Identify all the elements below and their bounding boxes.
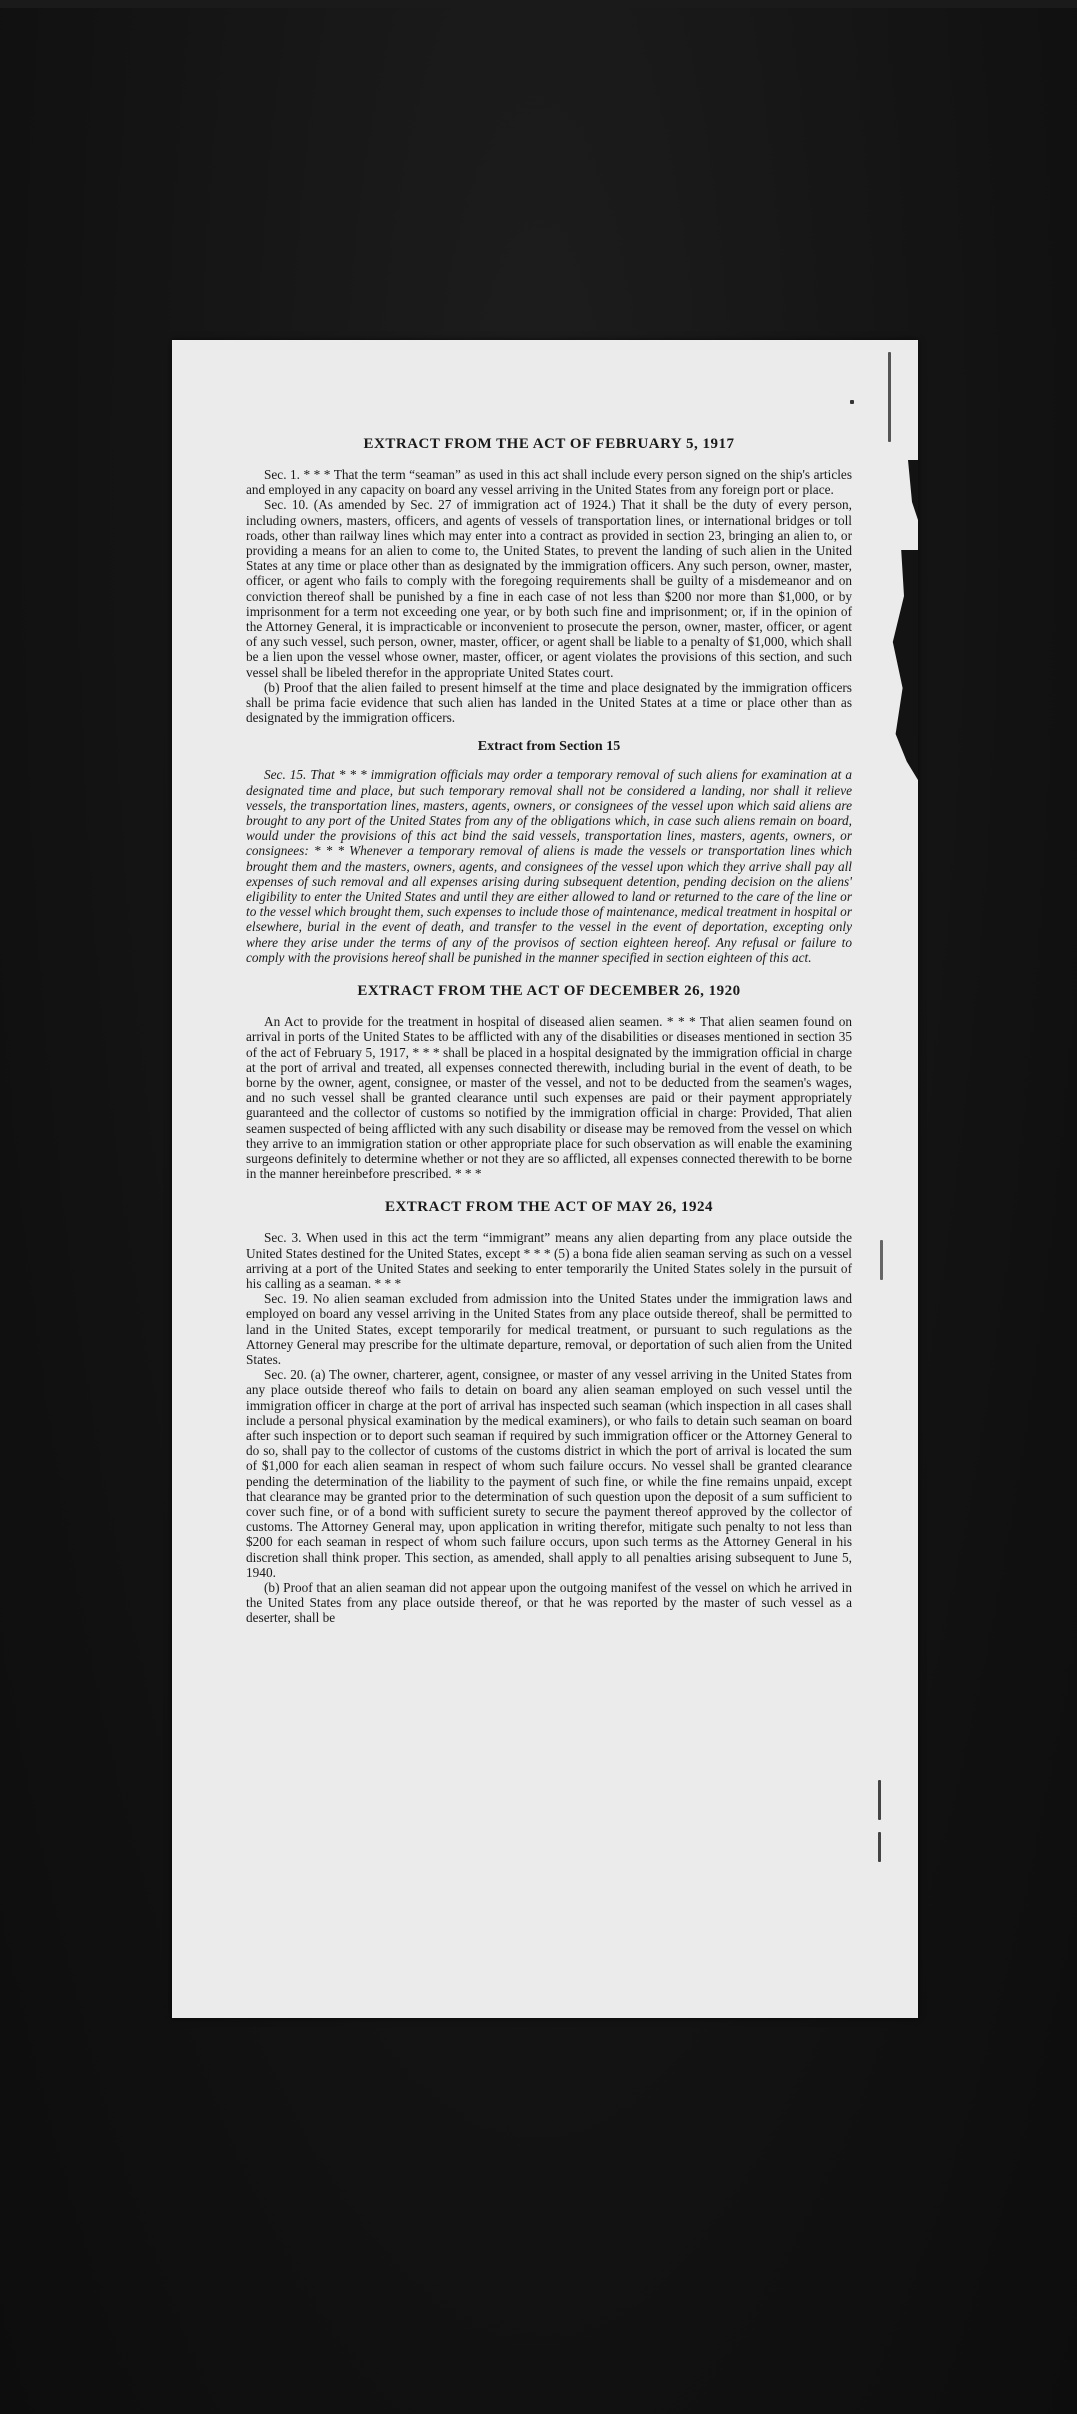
- scan-mark: [880, 1240, 883, 1280]
- scan-mark: [888, 352, 891, 442]
- paragraph-sec-10: Sec. 10. (As amended by Sec. 27 of immigration act of 1924.) That it shall be the duty of every person, including owners, masters, officers, and agents of vessels of transportation lines, or international bridges or toll roads, other than railway lines which may enter into a contract as provided in section 23, bringing an alien to, or providing a means for an alien to come to, the United States, to prevent the landing of such alien in the United States at any time or place other than as designated by the immigration officers. Any such person, owner, master, officer, or agent who fails to comply with the foregoing requirements shall be guilty of a misdemeanor and on conviction thereof shall be punished by a fine in each case of not less than $200 nor more than $1,000, or by imprisonment for a term not exceeding one year, or by both such fine and imprisonment; or, if in the opinion of the Attorney General, it is impracticable or inconvenient to prosecute the person, owner, master, officer, or agent of any such vessel, such person, owner, master, officer, or agent shall be liable to a penalty of $1,000, which shall be a lien upon the vessel whose owner, master, officer, or agent violates the provisions of this section, and such vessel shall be libeled therefor in the appropriate United States court.: [246, 497, 852, 680]
- scan-mark: [850, 400, 854, 404]
- heading-section-15: Extract from Section 15: [477, 739, 621, 755]
- document-body: [246, 436, 852, 1626]
- torn-edge-notch: [908, 460, 918, 520]
- heading-act-1917: EXTRACT FROM THE ACT OF FEBRUARY 5, 1917: [363, 436, 735, 452]
- paragraph-sec-1: Sec. 1. * * * That the term “seaman” as used in this act shall include every person signed on the ship's articles and employed in any capacity on board any vessel arriving in the United States from any foreign port or place.: [246, 467, 852, 498]
- paragraph-sec-15: Sec. 15. That * * * immigration officials may order a temporary removal of such aliens for examination at a designated time and place, but such temporary removal shall not be considered a landing, nor shall it relieve vessels, the transportation lines, masters, agents, owners, or consignees of the vessel upon which said aliens are brought to any port of the United States from any of the obligations which, in case such aliens remain on board, would under the provisions of this act bind the said vessels, transportation lines, masters, agents, owners, or consignees: * * * Whenever a temporary removal of aliens is made the vessels or transportation lines which brought them and the masters, owners, agents, and consignees of the vessel upon which they arrive shall pay all expenses of such removal and all expenses arising during subsequent detention, pending decision on the aliens' eligibility to enter the United States and until they are either allowed to land or returned to the care of the line or to the vessel which brought them, such expenses to include those of maintenance, medical treatment in hospital or elsewhere, burial in the event of death, and transfer to the vessel in the event of deportation, excepting only where they arise under the terms of any of the provisos of section eighteen hereof. Any refusal or failure to comply with the provisions hereof shall be punished in the manner specified in section eighteen of this act.: [246, 767, 852, 965]
- paragraph-sec-10-b: (b) Proof that the alien failed to present himself at the time and place designated by the immigration officers shall be prima facie evidence that such alien has landed in the United States at a time or place other than as designated by the immigration officers.: [246, 679, 852, 726]
- scan-mark: [878, 1832, 881, 1862]
- scan-edge-top: [0, 0, 1077, 8]
- heading-act-1920: EXTRACT FROM THE ACT OF DECEMBER 26, 1920: [357, 983, 741, 1000]
- paragraph-sec-19: Sec. 19. No alien seaman excluded from admission into the United States under the immigration laws and employed on board any vessel arriving in the United States from any place outside thereof, shall be permitted to land in the United States, except temporarily for medical treatment, or pursuant to such regulations as the Attorney General may prescribe for the ultimate departure, removal, or deportation of such alien from the United States.: [246, 1291, 852, 1367]
- paragraph-sec-20-a: Sec. 20. (a) The owner, charterer, agent, consignee, or master of any vessel arriving in the United States from any place outside thereof who fails to detain on board any alien seaman employed on such vessel until the immigration officer in charge at the port of arrival has inspected such seaman (which inspection in all cases shall include a personal physical examination by the medical examiners), or who fails to detain such seaman on board after such inspection or to deport such seaman if required by such immigration officer or the Attorney General to do so, shall pay to the collector of customs of the customs district in which the port of arrival is located the sum of $1,000 for each alien seaman in respect of whom such failure occurs. No vessel shall be granted clearance pending the determination of the liability to the payment of such fine, or while the fine remains unpaid, except that clearance may be granted prior to the determination of such question upon the deposit of a sum sufficient to cover such fine, or of a bond with sufficient surety to secure the payment thereof approved by the collector of customs. The Attorney General may, upon application in writing therefor, mitigate such penalty to not less than $200 for each seaman in respect of whom such failure occurs, upon such terms as the Attorney General in his discretion shall think proper. This section, as amended, shall apply to all penalties arising subsequent to June 5, 1940.: [246, 1367, 852, 1580]
- paragraph-act-1920: An Act to provide for the treatment in hospital of diseased alien seamen. * * * That alien seamen found on arrival in ports of the United States to be afflicted with any of the disabilities or diseases mentioned in section 35 of the act of February 5, 1917, * * * shall be placed in a hospital designated by the immigration official in charge at the port of arrival and treated, all expenses connected therewith, including burial in the event of death, to be borne by the owner, agent, consignee, or master of the vessel, and not to be deducted from the seamen's wages, and no such vessel shall be granted clearance until such expenses are paid or their payment appropriately guaranteed and the collector of customs so notified by the immigration official in charge: Provided, That alien seamen suspected of being afflicted with any such disability or disease may be removed from the vessel on which they arrive to an immigration station or other appropriate place for such observation as will enable the examining surgeons definitely to determine whether or not they are so afflicted, all expenses connected therewith to be borne in the manner hereinbefore prescribed. * * *: [246, 1014, 852, 1182]
- document-page: [172, 340, 918, 2018]
- scan-mark: [878, 1780, 881, 1820]
- torn-edge: [890, 550, 918, 780]
- paragraph-sec-20-b: (b) Proof that an alien seaman did not appear upon the outgoing manifest of the vessel on which he arrived in the United States from any place outside thereof, or that he was reported by the master of such vessel as a deserter, shall be: [246, 1580, 852, 1626]
- paragraph-sec-3: Sec. 3. When used in this act the term “immigrant” means any alien departing from any place outside the United States destined for the United States, except * * * (5) a bona fide alien seaman serving as such on a vessel arriving at a port of the United States and seeking to enter temporarily the United States solely in the pursuit of his calling as a seaman. * * *: [246, 1230, 852, 1291]
- heading-act-1924: EXTRACT FROM THE ACT OF MAY 26, 1924: [384, 1199, 714, 1216]
